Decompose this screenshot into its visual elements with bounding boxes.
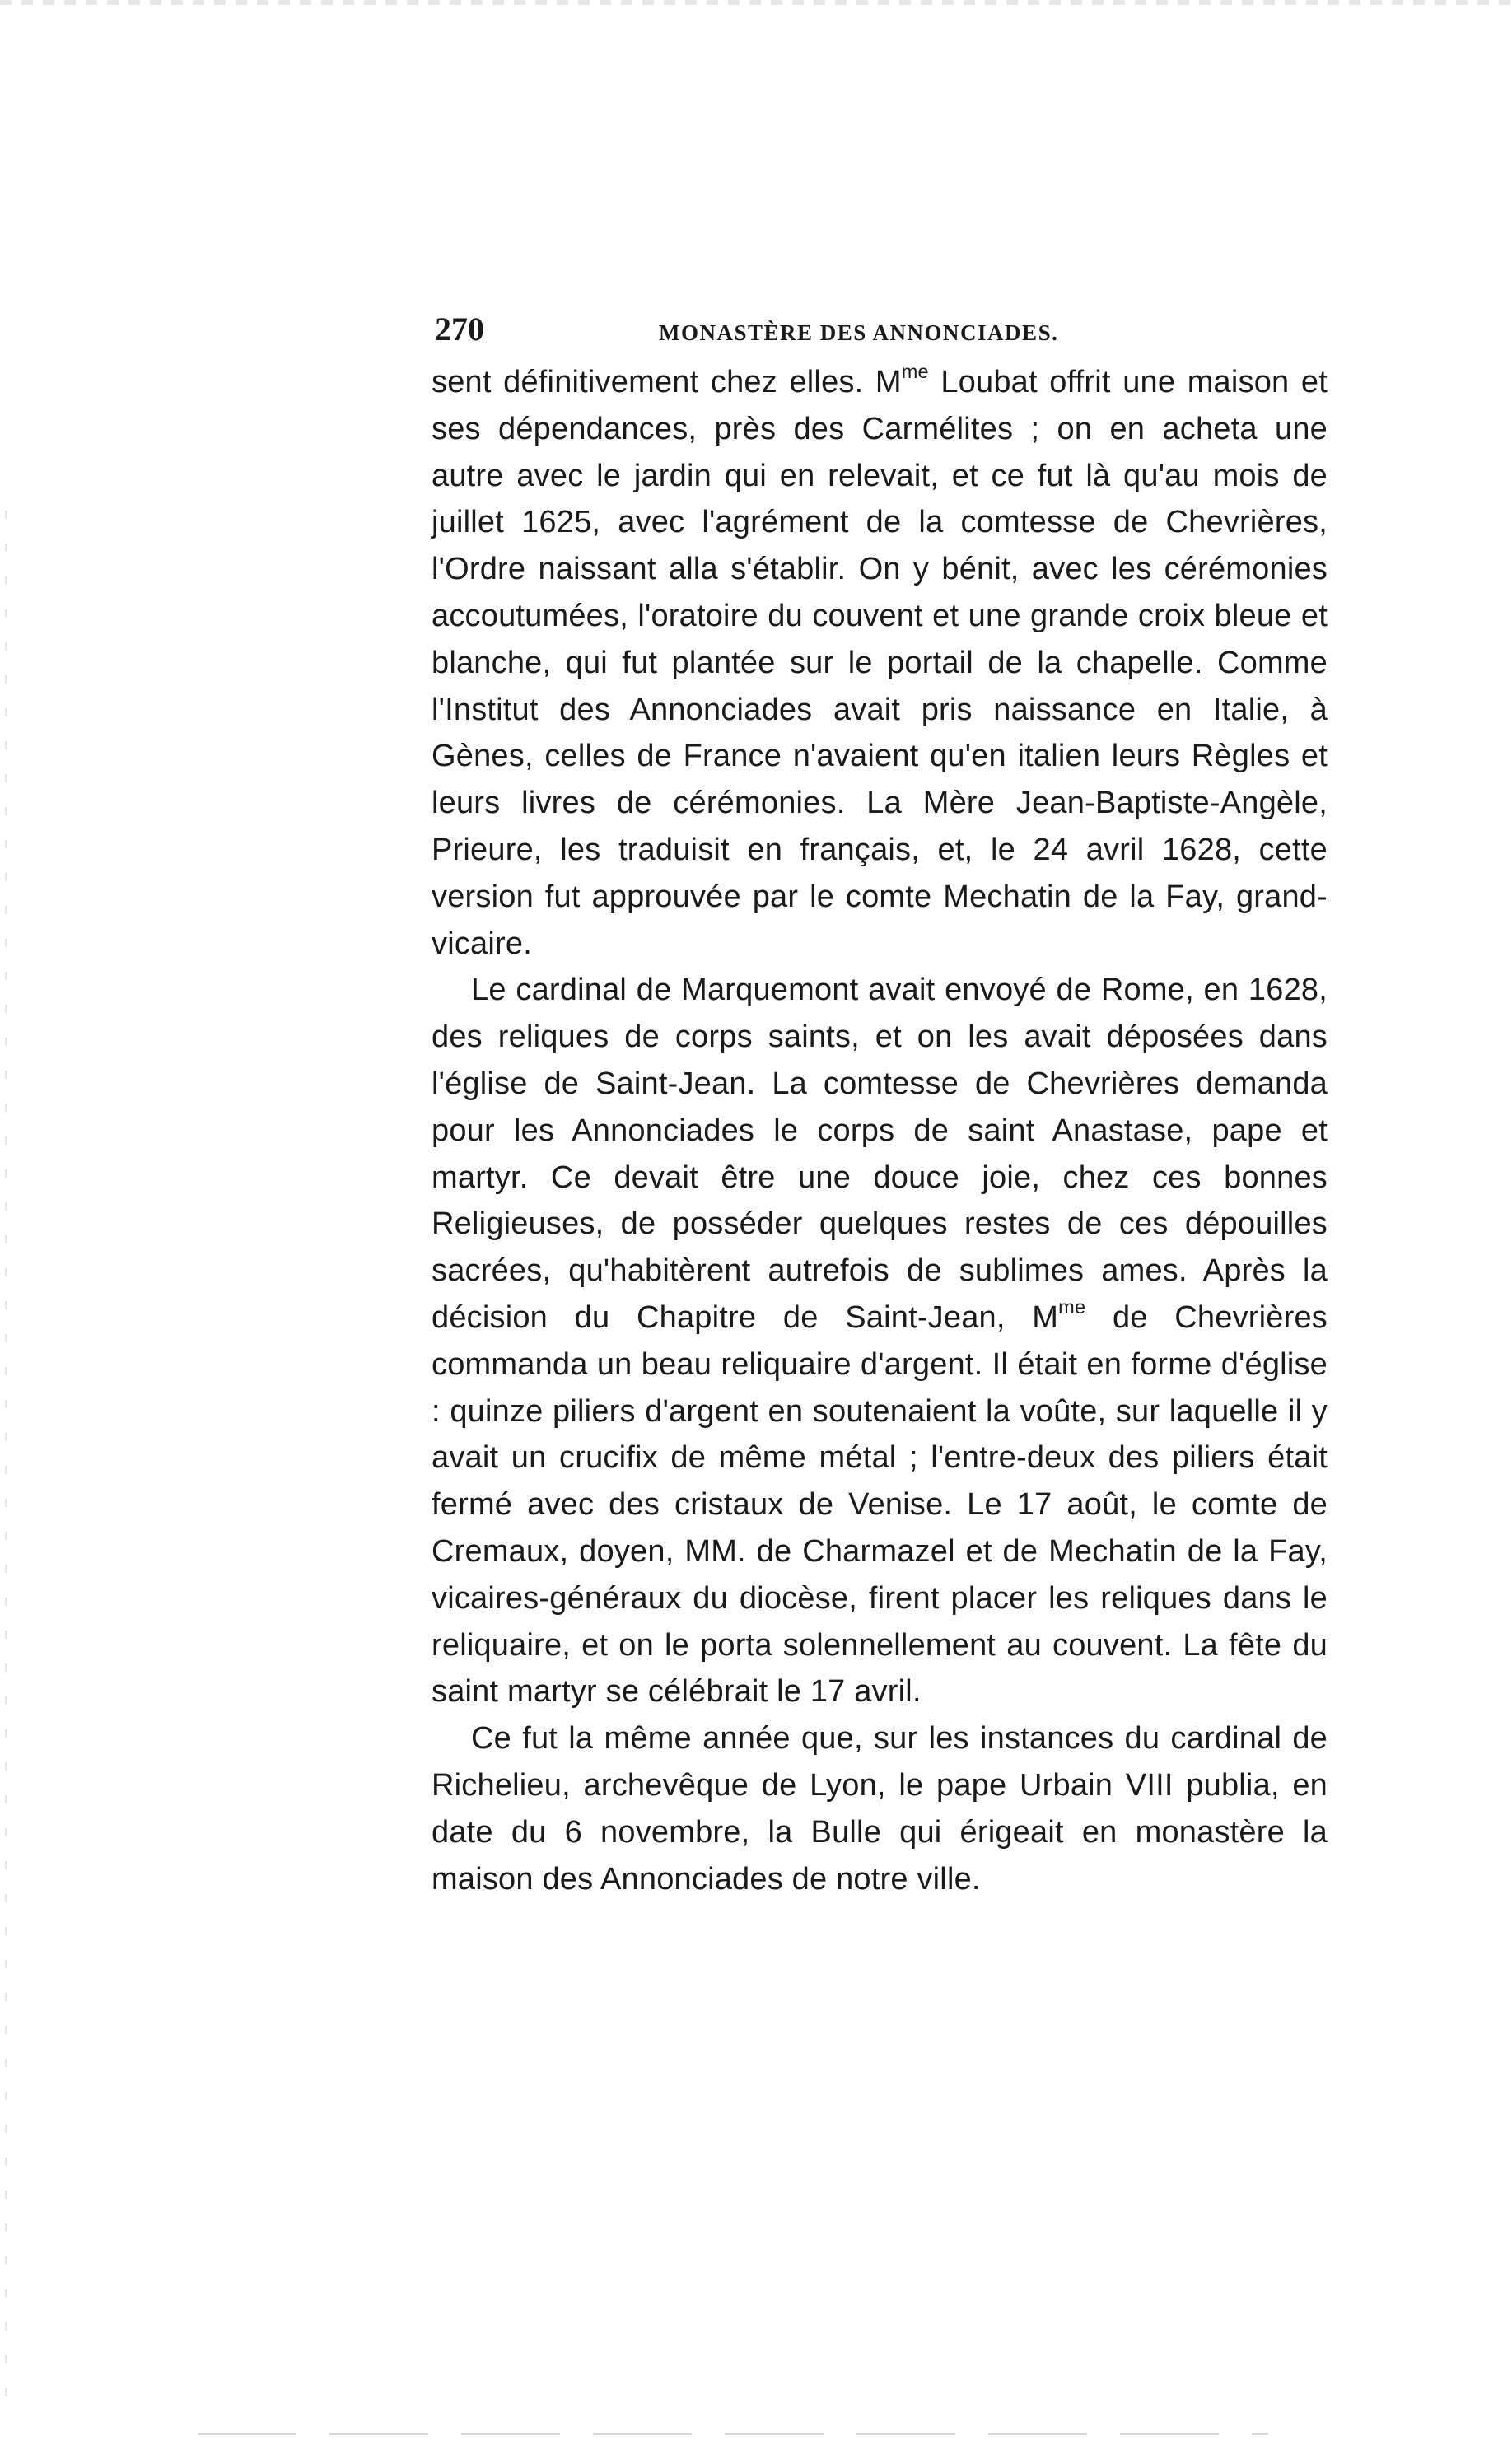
paragraph-bulle	[432, 1715, 1328, 1902]
paragraph-continuation	[432, 359, 1328, 967]
paragraph-1-text-a: sent définitivement chez elles. M	[432, 365, 902, 399]
paragraph-2-text-a: Le cardinal de Marquemont avait envoyé de Rome, en 1628, des reliques de corps saints, et on les avait déposées dans l'église de Saint-Jean. La comtesse de Chevrières demanda pour les Annonciades le corps de saint Anastase, pape et martyr. Ce devait être une douce joie, chez ces bonnes Religieuses, de posséder quelques restes de ces dépouilles sacrées, qu'habitèrent autrefois de sublimes ames. Après la décision du Chapitre de Saint-Jean, M	[432, 973, 1328, 1335]
paragraph-3-text: Ce fut la même année que, sur les instances du cardinal de Richelieu, archevêque de Lyon, le pape Urbain VIII publia, en date du 6 novembre, la Bulle qui érigeait en monastère la maison des Annonciades de notre ville.	[432, 1721, 1328, 1897]
paragraph-2-superscript: me	[1058, 1295, 1086, 1318]
scan-edge-left	[5, 511, 7, 2405]
body-text	[432, 359, 1328, 1902]
running-title: MONASTÈRE DES ANNONCIADES.	[659, 320, 1059, 345]
scan-edge-top	[0, 0, 1512, 5]
paragraph-1-text-b: Loubat offrit une maison et ses dépendances, près des Carmélites ; on en acheta une autre avec le jardin qui en relevait, et ce fut là qu'au mois de juillet 1625, avec l'agrément de la comtesse de Chevrières, l'Ordre naissant alla s'établir. On y bénit, avec les cérémonies accoutumées, l'oratoire du couvent et une grande croix bleue et blanche, qui fut plantée sur le portail de la chapelle. Comme l'Institut des Annonciades avait pris naissance en Italie, à Gènes, celles de France n'avaient qu'en italien leurs Règles et leurs livres de cérémonies. La Mère Jean-Baptiste-Angèle, Prieure, les traduisit en français, et, le 24 avril 1628, cette version fut approuvée par le comte Mechatin de la Fay, grand-vicaire.	[432, 365, 1328, 961]
paragraph-reliques	[432, 967, 1328, 1715]
paragraph-2-text-b: de Chevrières commanda un beau reliquaire d'argent. Il était en forme d'église : quinze piliers d'argent en soutenaient la voûte, sur laquelle il y avait un crucifix de même métal ; l'entre-deux des piliers était fermé avec des cristaux de Venise. Le 17 août, le comte de Cremaux, doyen, MM. de Charmazel et de Mechatin de la Fay, vicaires-généraux du diocèse, firent placer les reliques dans le reliquaire, et on le porta solennellement au couvent. La fête du saint martyr se célébrait le 17 avril.	[432, 1299, 1328, 1710]
paragraph-1-superscript: me	[901, 361, 929, 383]
scan-edge-bottom	[198, 2433, 1268, 2435]
page-number: 270	[435, 310, 484, 348]
running-head	[435, 305, 1349, 354]
